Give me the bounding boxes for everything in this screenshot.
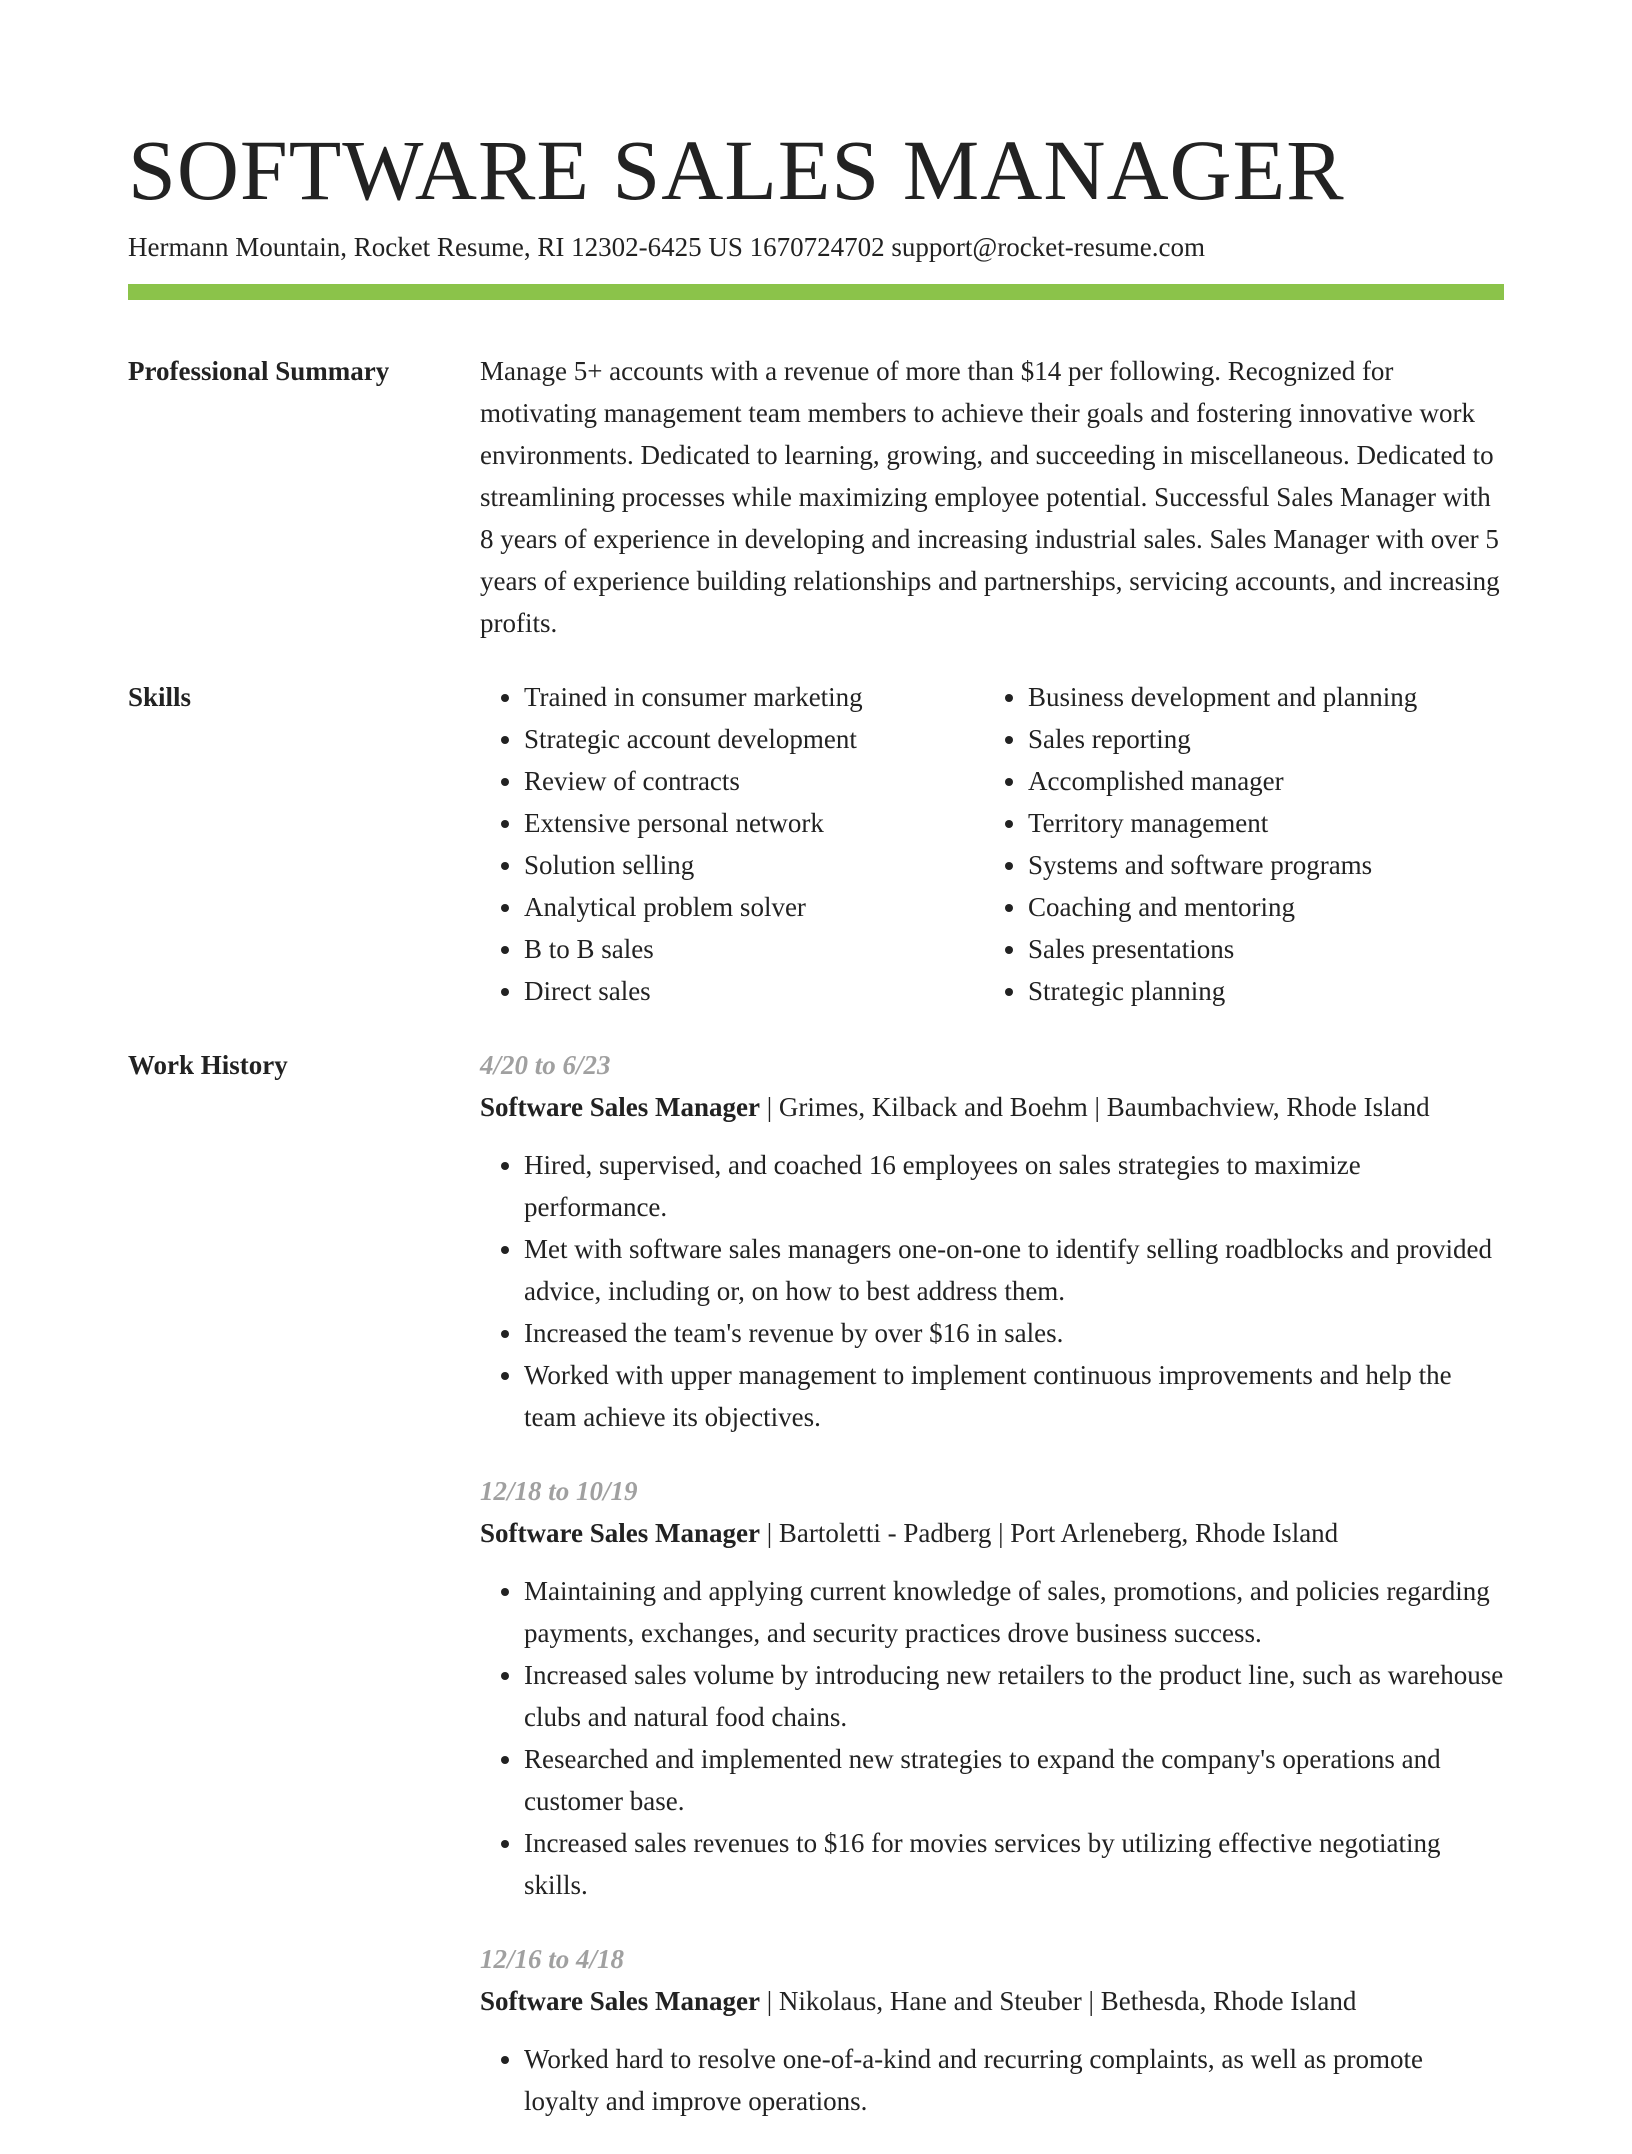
- job-bullet: • Worked hard to resolve one-of-a-kind and recurring complaints, as well as promote loyalty and improve operations.: [524, 2038, 1504, 2122]
- job-details: | Bartoletti - Padberg | Port Arleneberg, Rhode Island: [759, 1518, 1339, 1548]
- resume-page: [128, 120, 1504, 2154]
- skill-item: • Business development and planning: [1028, 676, 1488, 718]
- job-entry: [480, 1938, 1504, 2122]
- skill-item: • Systems and software programs: [1028, 844, 1488, 886]
- skills-list-left: [480, 676, 984, 1012]
- skills-list-right: [984, 676, 1488, 1012]
- job-details: | Nikolaus, Hane and Steuber | Bethesda, Rhode Island: [759, 1986, 1357, 2016]
- job-title: Software Sales Manager: [480, 1986, 760, 2016]
- job-bullet: • Increased the team's revenue by over $16 in sales.: [524, 1312, 1504, 1354]
- skill-item: • Strategic planning: [1028, 970, 1488, 1012]
- skill-item: • Extensive personal network: [524, 802, 984, 844]
- skill-item: • Accomplished manager: [1028, 760, 1488, 802]
- skill-item: • Sales presentations: [1028, 928, 1488, 970]
- skill-item: • Coaching and mentoring: [1028, 886, 1488, 928]
- skills-columns: [480, 676, 1504, 1012]
- job-dates: 4/20 to 6/23: [480, 1050, 611, 1080]
- skills-column-left: [480, 676, 984, 1012]
- job-dates: 12/16 to 4/18: [480, 1944, 625, 1974]
- job-bullet: • Hired, supervised, and coached 16 employees on sales strategies to maximize performance.: [524, 1144, 1504, 1228]
- skill-item: • Strategic account development: [524, 718, 984, 760]
- job-title: Software Sales Manager: [480, 1518, 760, 1548]
- job-heading: [480, 1512, 1504, 1554]
- job-bullet: • Worked with upper management to implement continuous improvements and help the team achieve its objectives.: [524, 1354, 1504, 1438]
- job-bullets: [480, 2038, 1504, 2122]
- job-bullet: • Met with software sales managers one-on-one to identify selling roadblocks and provided advice, including or, on how to best address them.: [524, 1228, 1504, 1312]
- work-history-list: [480, 1044, 1504, 2154]
- section-label-skills: Skills: [128, 682, 192, 712]
- skill-item: • B to B sales: [524, 928, 984, 970]
- work-history-section: [128, 1044, 1504, 2154]
- job-bullet: • Increased sales volume by introducing new retailers to the product line, such as warehouse clubs and natural food chains.: [524, 1654, 1504, 1738]
- job-entry: [480, 1044, 1504, 1438]
- skill-item: • Analytical problem solver: [524, 886, 984, 928]
- skill-item: • Direct sales: [524, 970, 984, 1012]
- skill-item: • Solution selling: [524, 844, 984, 886]
- skills-section: [128, 676, 1504, 1012]
- accent-divider: [128, 284, 1504, 300]
- job-bullets: [480, 1570, 1504, 1906]
- summary-text: Manage 5+ accounts with a revenue of more than $14 per following. Recognized for motivating management team members to achieve their goals and fostering innovative work environments. Dedicated to learning, growing, and succeeding in miscellaneous. Dedicated to streamlining processes while maximizing employee potential. Successful Sales Manager with 8 years of experience in developing and increasing industrial sales. Sales Manager with over 5 years of experience building relationships and partnerships, servicing accounts, and increasing profits.: [480, 356, 1500, 638]
- job-dates: 12/18 to 10/19: [480, 1476, 638, 1506]
- job-heading: [480, 1980, 1504, 2022]
- section-label-work-history: Work History: [128, 1050, 288, 1080]
- job-bullet: • Maintaining and applying current knowledge of sales, promotions, and policies regarding payments, exchanges, and security practices drove business success.: [524, 1570, 1504, 1654]
- job-title: Software Sales Manager: [480, 1092, 760, 1122]
- section-label-summary: Professional Summary: [128, 356, 390, 386]
- job-bullet: • Researched and implemented new strategies to expand the company's operations and customer base.: [524, 1738, 1504, 1822]
- skill-item: • Trained in consumer marketing: [524, 676, 984, 718]
- job-bullets: [480, 1144, 1504, 1438]
- skills-column-right: [984, 676, 1488, 1012]
- skill-item: • Review of contracts: [524, 760, 984, 802]
- skill-item: • Territory management: [1028, 802, 1488, 844]
- summary-section: [128, 350, 1504, 644]
- skill-item: • Sales reporting: [1028, 718, 1488, 760]
- resume-title: SOFTWARE SALES MANAGER: [128, 122, 1345, 218]
- job-bullet: • Increased sales revenues to $16 for movies services by utilizing effective negotiating skills.: [524, 1822, 1504, 1906]
- job-details: | Grimes, Kilback and Boehm | Baumbachview, Rhode Island: [759, 1092, 1430, 1122]
- contact-line: Hermann Mountain, Rocket Resume, RI 12302-6425 US 1670724702 support@rocket-resume.com: [128, 232, 1205, 262]
- job-heading: [480, 1086, 1504, 1128]
- job-entry: [480, 1470, 1504, 1906]
